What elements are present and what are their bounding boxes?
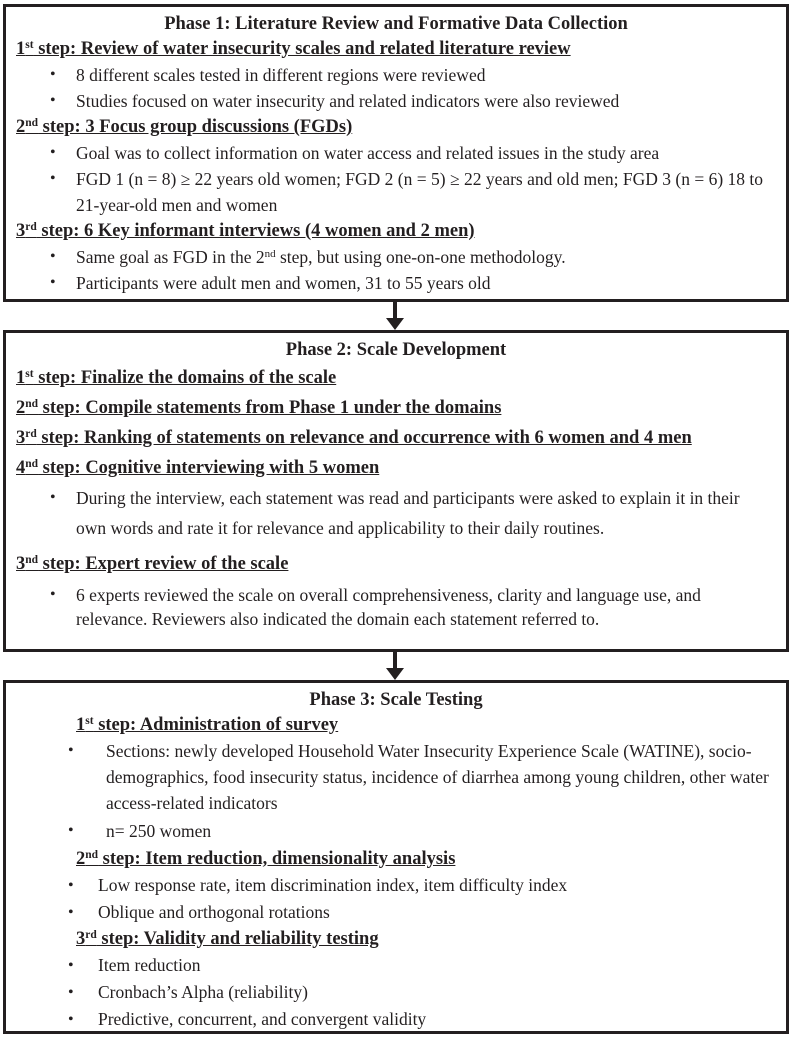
bullet-icon: • (50, 170, 56, 187)
step-label: step: Compile statements from Phase 1 under the domains (38, 398, 502, 418)
bullet-icon: • (50, 66, 56, 83)
bullet-icon: • (50, 274, 56, 291)
step-ordinal-suffix: nd (25, 554, 39, 566)
list-item-text: Cronbach’s Alpha (reliability) (98, 982, 308, 1002)
list-item-text: Studies focused on water insecurity and related indicators were also reviewed (76, 91, 620, 111)
bullet-icon: • (50, 586, 56, 603)
phase-2-title: Phase 2: Scale Development (285, 340, 507, 360)
list-item-text: Oblique and orthogonal rotations (98, 902, 330, 922)
step-label: step: Cognitive interviewing with 5 women (38, 458, 380, 478)
step-label: step: 3 Focus group discussions (FGDs) (38, 117, 353, 137)
phase-3-step-3-list (6, 952, 786, 1033)
step-ordinal-suffix: nd (85, 849, 99, 861)
step-ordinal-suffix: nd (25, 117, 39, 129)
list-item-text: Goal was to collect information on water access and related issues in the study area (76, 143, 660, 163)
list-item-text: 8 different scales tested in different regions were reviewed (76, 65, 486, 85)
list-item (6, 872, 786, 899)
list-item-text: Item reduction (98, 955, 201, 975)
bullet-icon: • (50, 92, 56, 109)
phase-2-step-1-heading (16, 365, 786, 391)
step-ordinal: 2 (16, 398, 26, 418)
phase-2-step-4-heading (16, 455, 786, 481)
step-label: step: Finalize the domains of the scale (33, 368, 337, 388)
list-item (6, 140, 786, 166)
phase-1-step-3-list (6, 244, 786, 296)
phase-2-step-3-heading (16, 425, 786, 451)
list-item (6, 270, 786, 296)
down-arrow-icon (386, 652, 404, 680)
step-ordinal-suffix: st (25, 39, 34, 51)
phase-1-step-2-heading (16, 114, 786, 140)
step-ordinal: 2 (16, 117, 26, 137)
list-item (6, 166, 786, 218)
list-item (6, 738, 786, 816)
step-ordinal: 3 (16, 221, 26, 241)
step-label: step: Review of water insecurity scales and related literature review (33, 39, 571, 59)
list-item-text: Sections: newly developed Household Water Insecurity Experience Scale (WATINE), socio-demographics, food insecurity status, incidence of diarrhea among young children, other water access-related indicators (106, 741, 769, 813)
phase-2-step-5-list (6, 583, 786, 631)
step-label: step: Ranking of statements on relevance and occurrence with 6 women and 4 men (36, 428, 692, 448)
list-item-text: 6 experts reviewed the scale on overall comprehensiveness, clarity and language use, and relevance. Reviewers also indicated the domain each statement referred to. (76, 585, 701, 629)
step-ordinal: 3 (16, 428, 26, 448)
list-item-text: During the interview, each statement was read and participants were asked to explain it in their own words and rate it for relevance and applicability to their daily routines. (76, 488, 740, 538)
list-item-text: step, but using one-on-one methodology. (275, 247, 566, 267)
step-label: step: Administration of survey (93, 715, 339, 735)
bullet-icon: • (50, 489, 56, 506)
phase-2-step-5-heading (16, 551, 786, 577)
step-ordinal-suffix: st (25, 368, 34, 380)
phase-3-step-1-heading (76, 712, 786, 738)
bullet-icon: • (68, 904, 74, 921)
phase-1-step-1-list (6, 62, 786, 114)
phase-3-step-2-heading (76, 846, 786, 872)
step-ordinal: 4 (16, 458, 26, 478)
step-ordinal: 1 (76, 715, 86, 735)
bullet-icon: • (68, 1011, 74, 1028)
phase-3-title: Phase 3: Scale Testing (309, 690, 483, 710)
step-ordinal-suffix: nd (25, 458, 39, 470)
bullet-icon: • (68, 822, 74, 839)
step-label: step: 6 Key informant interviews (4 women and 2 men) (36, 221, 475, 241)
step-ordinal-suffix: rd (85, 929, 97, 941)
list-item-text: Low response rate, item discrimination index, item difficulty index (98, 875, 568, 895)
step-ordinal: 3 (16, 554, 26, 574)
step-ordinal: 3 (76, 929, 86, 949)
list-item-text: Participants were adult men and women, 31 to 55 years old (76, 273, 491, 293)
step-ordinal: 1 (16, 39, 26, 59)
list-item-text: Same goal as FGD in the 2 (76, 247, 265, 267)
phase-3-box (3, 680, 789, 1034)
step-ordinal: 1 (16, 368, 26, 388)
list-item (6, 483, 786, 543)
down-arrow-icon (386, 302, 404, 330)
arrow-shaft (393, 652, 397, 668)
phase-2-box (3, 330, 789, 652)
step-ordinal-suffix: st (85, 715, 94, 727)
list-item (6, 952, 786, 979)
bullet-icon: • (50, 144, 56, 161)
bullet-icon: • (68, 742, 74, 759)
list-item (6, 979, 786, 1006)
list-item (6, 62, 786, 88)
phase-3-step-3-heading (76, 926, 786, 952)
phase-1-step-3-heading (16, 218, 786, 244)
list-item (6, 816, 786, 846)
phase-2-step-4-list (6, 483, 786, 543)
list-item (6, 1006, 786, 1033)
bullet-icon: • (50, 248, 56, 265)
step-ordinal-suffix: rd (25, 428, 37, 440)
phase-1-step-2-list (6, 140, 786, 218)
list-item-text: Predictive, concurrent, and convergent validity (98, 1009, 427, 1029)
list-item (6, 244, 786, 270)
phase-1-title: Phase 1: Literature Review and Formative Data Collection (164, 14, 628, 34)
step-ordinal: 2 (76, 849, 86, 869)
phase-3-step-1-list (6, 738, 786, 846)
list-item (6, 899, 786, 926)
phase-3-step-2-list (6, 872, 786, 926)
list-item-text: FGD 1 (n = 8) ≥ 22 years old women; FGD 2 (n = 5) ≥ 22 years and old men; FGD 3 (n = 6) 18 to 21-year-old men and women (76, 169, 764, 215)
step-ordinal-suffix: rd (25, 221, 37, 233)
arrow-shaft (393, 302, 397, 318)
list-item (6, 88, 786, 114)
bullet-icon: • (68, 984, 74, 1001)
step-label: step: Expert review of the scale (38, 554, 289, 574)
bullet-icon: • (68, 957, 74, 974)
bullet-icon: • (68, 877, 74, 894)
ordinal-suffix: nd (264, 248, 276, 260)
phase-1-box (3, 4, 789, 302)
list-item-text: n= 250 women (106, 821, 212, 841)
step-label: step: Item reduction, dimensionality analysis (98, 849, 456, 869)
phase-2-step-2-heading (16, 395, 786, 421)
arrow-head (386, 318, 404, 330)
arrow-head (386, 668, 404, 680)
step-ordinal-suffix: nd (25, 398, 39, 410)
list-item (6, 583, 786, 631)
phase-1-step-1-heading (16, 36, 786, 62)
step-label: step: Validity and reliability testing (96, 929, 379, 949)
